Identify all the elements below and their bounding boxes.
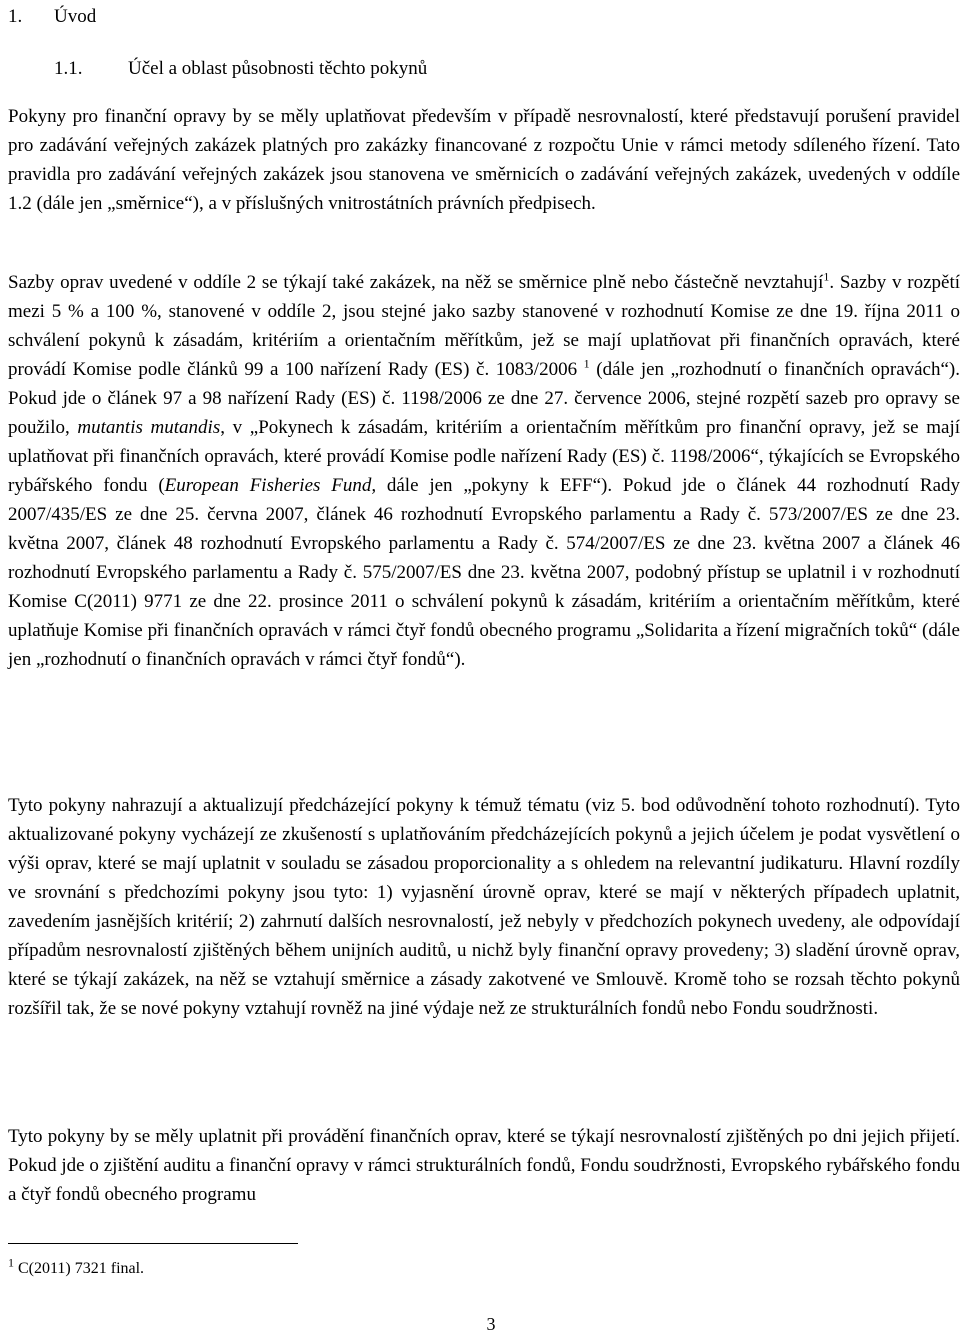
paragraph-scope: Pokyny pro finanční opravy by se měly uplatňovat především v případě nesrovnalostí, které představují porušení pravidel pro zadávání veřejných zakázek platných pro zakázky financované z rozpočtu Unie v rámci metody sdíleného řízení. Tato pravidla pro zadávání veřejných zakázek jsou stanovena ve směrnicích o zadávání veřejných zakázek, uvedených v oddíle 1.2 (dále jen „směrnice“), a v příslušných vnitrostátních právních předpisech. (8, 106, 960, 214)
footnote-reference: 1 (823, 269, 830, 284)
footnote-text: C(2011) 7321 final. (14, 1260, 145, 1277)
paragraph-text: (dále jen „rozhodnutí o finančních opravách“). Pokud jde o článek 97 a 98 nařízení Rady (ES) č. 1198/2006 ze dne 27. července 2006, stejné rozpětí sazeb pro opravy se použilo, (8, 359, 960, 438)
footnote-reference: 1 (583, 356, 590, 371)
paragraph-text: dále jen „pokyny k EFF“). Pokud jde o článek 44 rozhodnutí Rady 2007/435/ES ze dne 25. června 2007, článek 46 rozhodnutí Evropského parlamentu a Rady č. 573/2007/ES ze dne 23. května 2007, článek 48 rozhodnutí Evropského parlamentu a Rady č. 574/2007/ES ze dne 23. května 2007 a článek 46 rozhodnutí Evropského parlamentu a Rady č. 575/2007/ES dne 23. května 2007, podobný přístup se uplatnil i v rozhodnutí Komise C(2011) 9771 ze dne 22. prosince 2011 o schválení pokynů k zásadám, kritériím a orientačním měřítkům, které uplatňuje Komise při finančních opravách v rámci čtyř fondů obecného programu „Solidarita a řízení migračních toků“ (dále jen „rozhodnutí o finančních opravách v rámci čtyř fondů“). (8, 475, 960, 670)
italic-term: European Fisheries Fund, (164, 475, 377, 496)
section-title: Úvod (54, 6, 97, 27)
page-number: 3 (486, 1314, 496, 1334)
paragraph-text: Sazby oprav uvedené v oddíle 2 se týkají také zakázek, na něž se směrnice plně nebo částečně nevztahují (8, 272, 824, 293)
footnote-divider (8, 1243, 298, 1244)
subsection-heading (54, 56, 427, 82)
footnote (8, 1255, 145, 1280)
subsection-number: 1.1. (54, 58, 83, 79)
section-number: 1. (8, 6, 23, 27)
paragraph-correction-rates (8, 268, 960, 674)
footnote-marker: 1 (8, 1255, 14, 1270)
subsection-title: Účel a oblast působnosti těchto pokynů (128, 58, 428, 79)
section-heading (8, 4, 96, 30)
paragraph-replacement: Tyto pokyny nahrazují a aktualizují předcházející pokyny k témuž tématu (viz 5. bod odůvodnění tohoto rozhodnutí). Tyto aktualizované pokyny vycházejí ze zkušeností s uplatňováním předcházejících pokynů a jejich účelem je podat vysvětlení o výši oprav, které se mají uplatnit v souladu se zásadou proporcionality a s ohledem na relevantní judikaturu. Hlavní rozdíly ve srovnání s předchozími pokyny jsou tyto: 1) vyjasnění úrovně oprav, které se mají v některých případech uplatnit, zavedením jasnějších kritérií; 2) zahrnutí dalších nesrovnalostí, jež nebyly v předchozích pokynech uvedeny, ale odpovídají případům nesrovnalostí zjištěných během unijních auditů, u nichž byly finanční opravy provedeny; 3) sladění úrovně oprav, které se týkají zakázek, na něž se vztahují směrnice a zásady zakotvené ve Smlouvě. Kromě toho se rozsah těchto pokynů rozšířil tak, že se nové pokyny vztahují rovněž na jiné výdaje než ze strukturálních fondů nebo Fondu soudržnosti. (8, 795, 960, 1019)
paragraph-text: . Sazby v rozpětí mezi 5 % a 100 %, stanovené v oddíle 2, jsou stejné jako sazby stanovené v rozhodnutí Komise ze dne 19. října 2011 o schválení pokynů k zásadám, kritériím a orientačním měřítkům, jež se mají uplatňovat při finančních opravách, které provádí Komise podle článků 99 a 100 nařízení Rady (ES) č. 1083/2006 (8, 272, 960, 380)
paragraph-application: Tyto pokyny by se měly uplatnit při provádění finančních oprav, které se týkají nesrovnalostí zjištěných po dni jejich přijetí. Pokud jde o zjištění auditu a finanční opravy v rámci strukturálních fondů, Fondu soudržnosti, Evropského rybářského fondu a čtyř fondů obecného programu (8, 1126, 960, 1205)
italic-term: mutantis mutandis (77, 417, 221, 438)
paragraph-text: , v „Pokynech k zásadám, kritériím a orientačním měřítkům pro finanční opravy, jež se mají uplatňovat při finančních opravách, které provádí Komise podle nařízení Rady (ES) č. 1198/2006“, týkajících se Evropského rybářského fondu ( (8, 417, 960, 496)
